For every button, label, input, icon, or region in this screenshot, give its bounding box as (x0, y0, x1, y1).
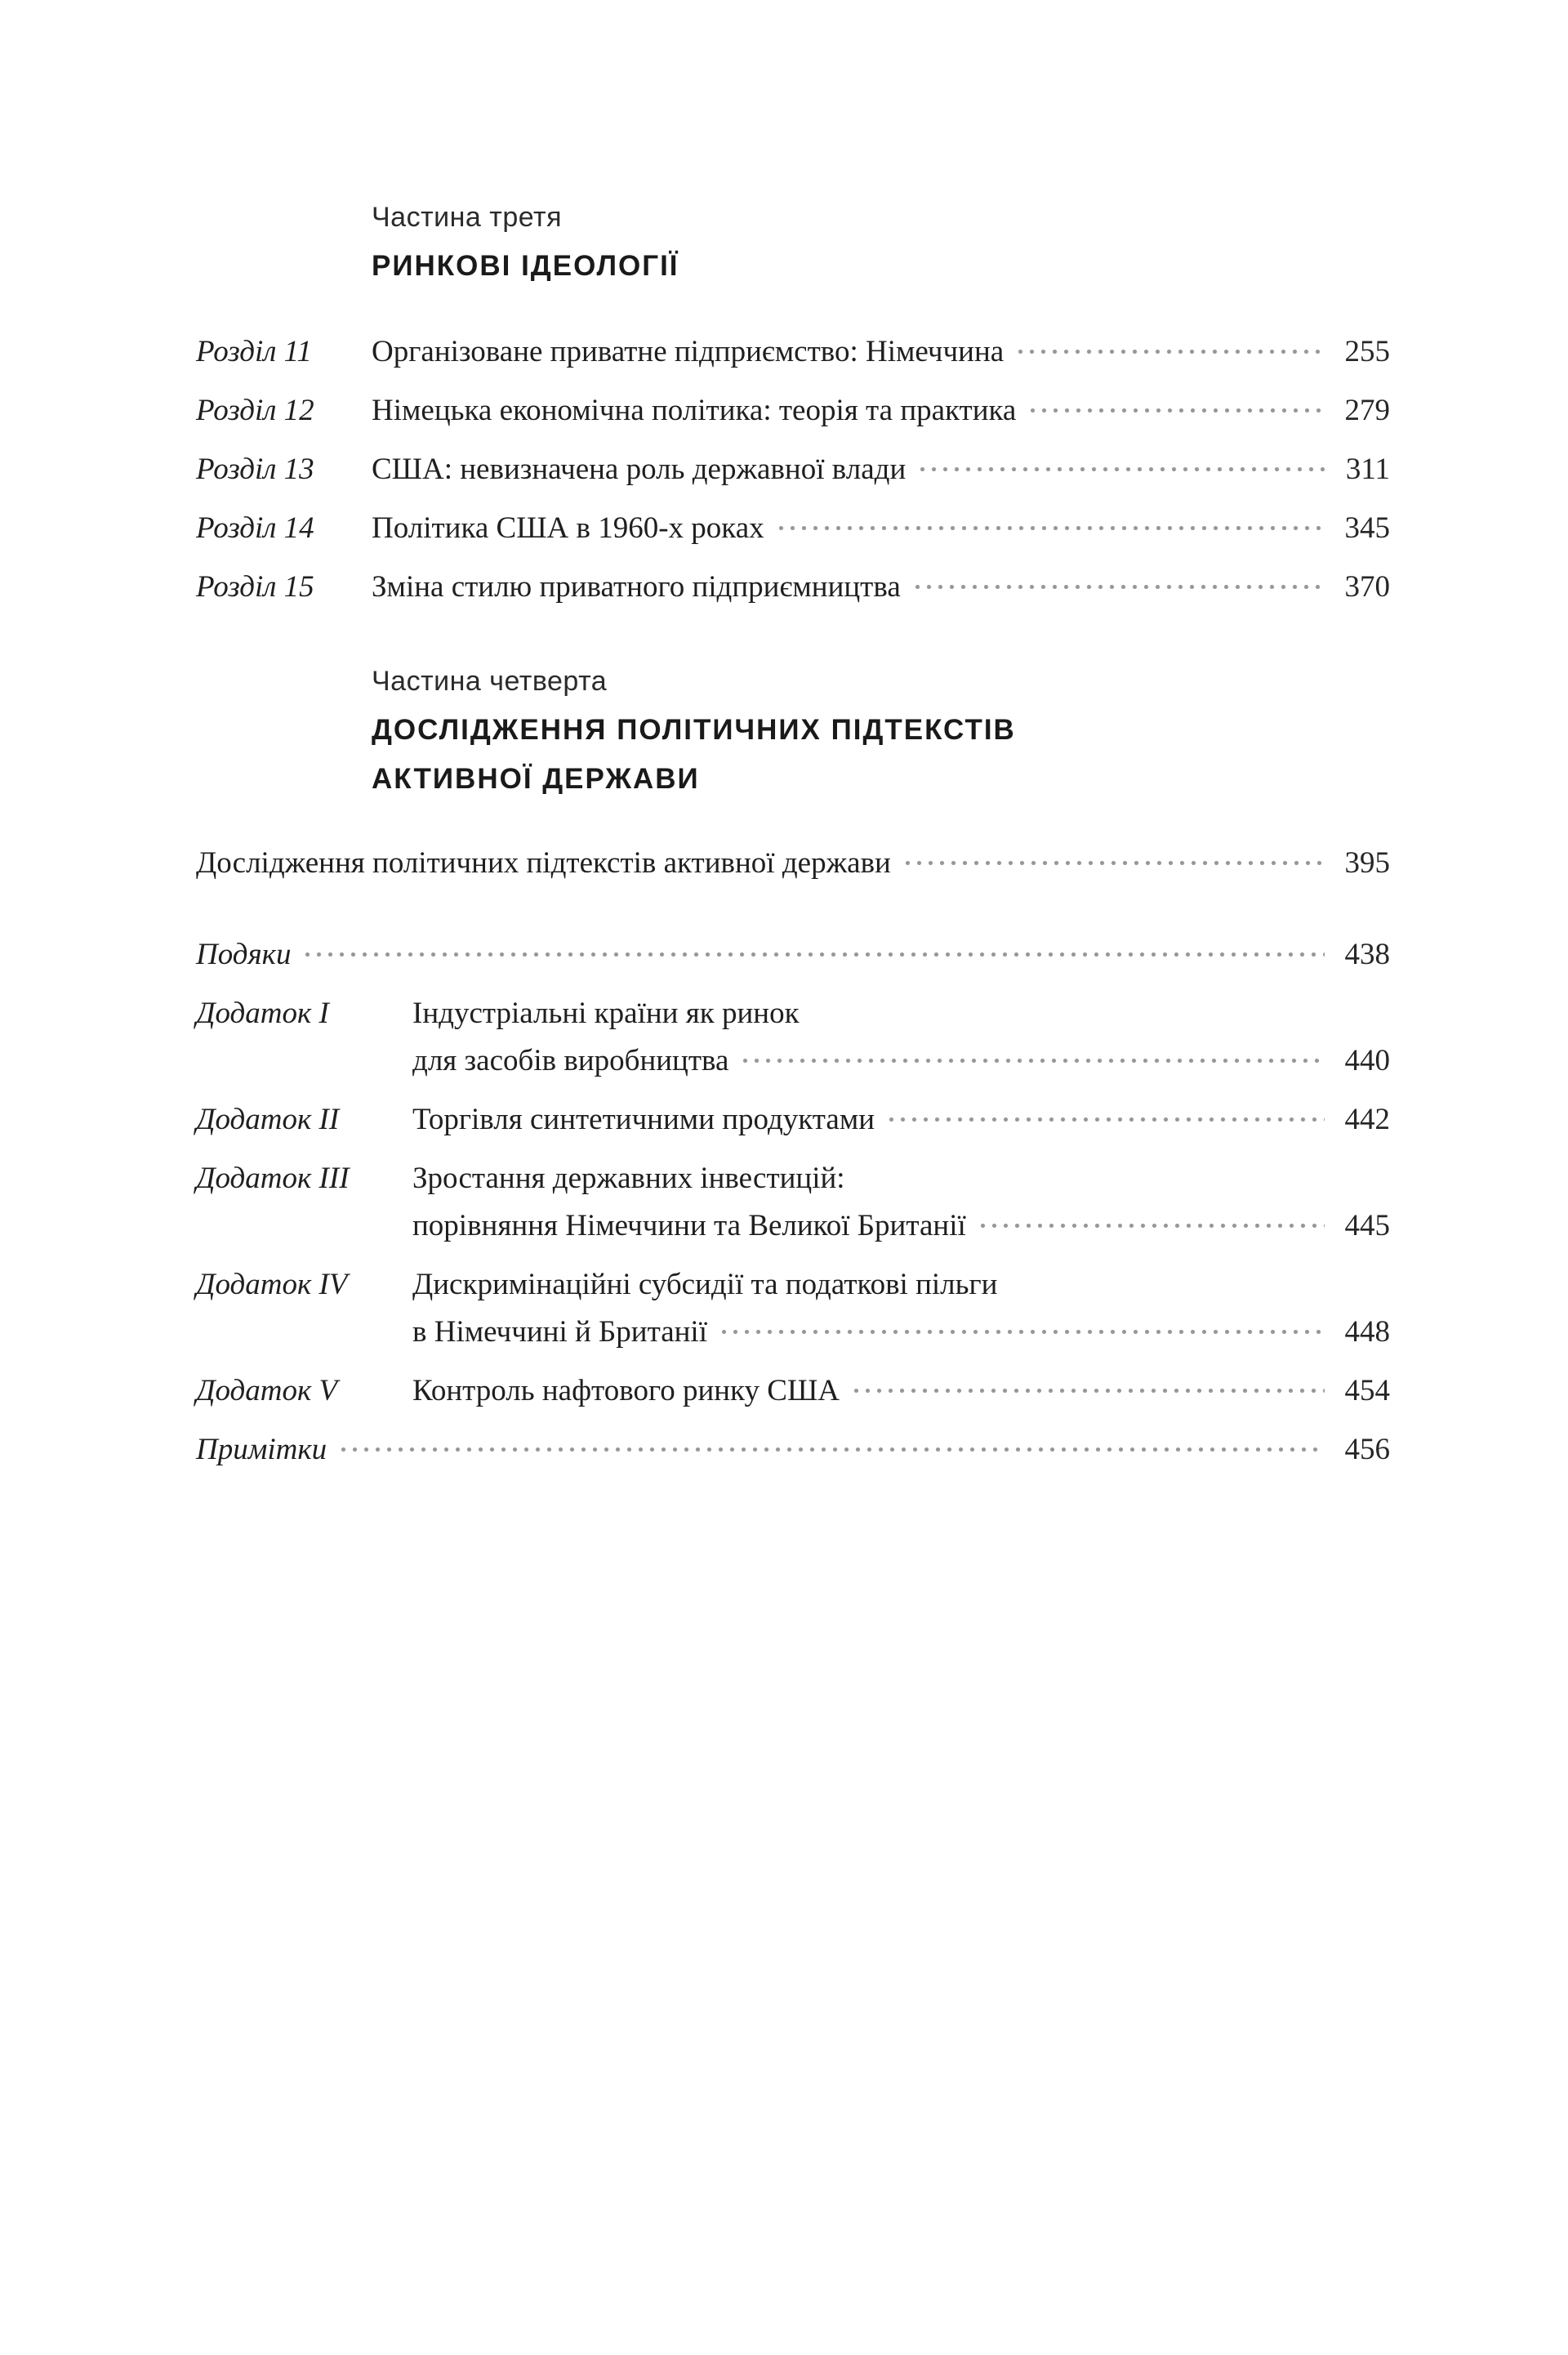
appendix-label: Додаток I (196, 997, 329, 1030)
page-number: 395 (1344, 846, 1390, 880)
dot-leader (779, 526, 1325, 530)
dot-leader (305, 952, 1325, 957)
entry-title: Дослідження політичних підтекстів активної держави (196, 846, 891, 880)
appendix-title-line1: Дискримінаційні субсидії та податкові пільги (412, 1268, 998, 1301)
toc-entry-appendix-4 (196, 1261, 1390, 1356)
toc-entry-chapter-13 (196, 446, 1390, 493)
part-four-heading (196, 657, 1390, 804)
appendix-title-line1: Зростання державних інвестицій: (412, 1162, 845, 1195)
dot-leader (889, 1117, 1325, 1122)
toc-entry-part-four (196, 840, 1390, 887)
dot-leader (920, 467, 1325, 471)
part-four-entry-list (196, 840, 1390, 887)
chapter-title: Організоване приватне підприємство: Німеччина (372, 335, 1004, 368)
dot-leader (1018, 350, 1325, 354)
chapter-title: Зміна стилю приватного підприємництва (372, 570, 901, 604)
appendix-label: Додаток IV (196, 1268, 348, 1301)
appendix-title-line2: в Німеччині й Британії (412, 1315, 707, 1349)
appendix-title-line2: порівняння Німеччини та Великої Британії (412, 1209, 966, 1242)
page-number: 345 (1344, 511, 1390, 545)
page-number: 440 (1344, 1044, 1390, 1077)
appendix-label: Додаток II (196, 1103, 340, 1136)
chapter-title: США: невизначена роль державної влади (372, 453, 906, 486)
dot-leader (743, 1059, 1325, 1063)
chapter-label: Розділ 13 (196, 453, 314, 486)
dot-leader (854, 1389, 1325, 1393)
toc-entry-chapter-12 (196, 387, 1390, 435)
chapter-label: Розділ 15 (196, 570, 314, 604)
toc-entry-chapter-15 (196, 564, 1390, 611)
chapter-title: Німецька економічна політика: теорія та практика (372, 394, 1017, 427)
appendix-title-line1: Індустріальні країни як ринок (412, 997, 800, 1030)
part-four-title-line2: АКТИВНОЇ ДЕРЖАВИ (372, 763, 700, 795)
page-number: 448 (1344, 1315, 1390, 1349)
dot-leader (981, 1224, 1325, 1228)
appendix-title-line2: для засобів виробництва (412, 1044, 729, 1077)
part-three-title: РИНКОВІ ІДЕОЛОГІЇ (372, 250, 679, 282)
chapter-title: Політика США в 1960-х роках (372, 511, 764, 545)
part-three-heading (196, 193, 1390, 291)
part-four-kicker: Частина четверта (372, 666, 608, 697)
page-number: 311 (1345, 453, 1390, 486)
toc-entry-chapter-14 (196, 505, 1390, 552)
dot-leader (915, 585, 1325, 589)
dot-leader (341, 1447, 1325, 1452)
toc-entry-appendix-2 (196, 1096, 1390, 1144)
page-number: 445 (1344, 1209, 1390, 1242)
part-three-kicker: Частина третя (372, 202, 563, 233)
page-number: 255 (1344, 335, 1390, 368)
chapter-label: Розділ 14 (196, 511, 314, 545)
page-number: 442 (1344, 1103, 1390, 1136)
toc-entry-chapter-11 (196, 328, 1390, 376)
dot-leader (722, 1330, 1325, 1334)
toc-entry-notes (196, 1426, 1390, 1474)
toc-entry-acknowledgements (196, 931, 1390, 979)
page-number: 370 (1344, 570, 1390, 604)
chapter-label: Розділ 11 (196, 335, 312, 368)
page-number: 456 (1344, 1433, 1390, 1466)
page-number: 454 (1344, 1374, 1390, 1407)
appendix-title-line1: Контроль нафтового ринку США (412, 1374, 840, 1407)
dot-leader (906, 861, 1325, 865)
part-four-title-line1: ДОСЛІДЖЕННЯ ПОЛІТИЧНИХ ПІДТЕКСТІВ (372, 714, 1016, 746)
dot-leader (1031, 408, 1325, 413)
back-matter-list (196, 931, 1390, 1474)
page-number: 438 (1344, 938, 1390, 971)
appendix-title-line1: Торгівля синтетичними продуктами (412, 1103, 875, 1136)
appendix-label: Додаток III (196, 1162, 350, 1195)
chapter-label: Розділ 12 (196, 394, 314, 427)
entry-title: Примітки (196, 1433, 327, 1466)
entry-title: Подяки (196, 938, 292, 971)
appendix-label: Додаток V (196, 1374, 338, 1407)
part-three-chapter-list (196, 328, 1390, 611)
toc-entry-appendix-5 (196, 1367, 1390, 1415)
toc-entry-appendix-1 (196, 990, 1390, 1085)
toc-entry-appendix-3 (196, 1155, 1390, 1250)
page-number: 279 (1344, 394, 1390, 427)
